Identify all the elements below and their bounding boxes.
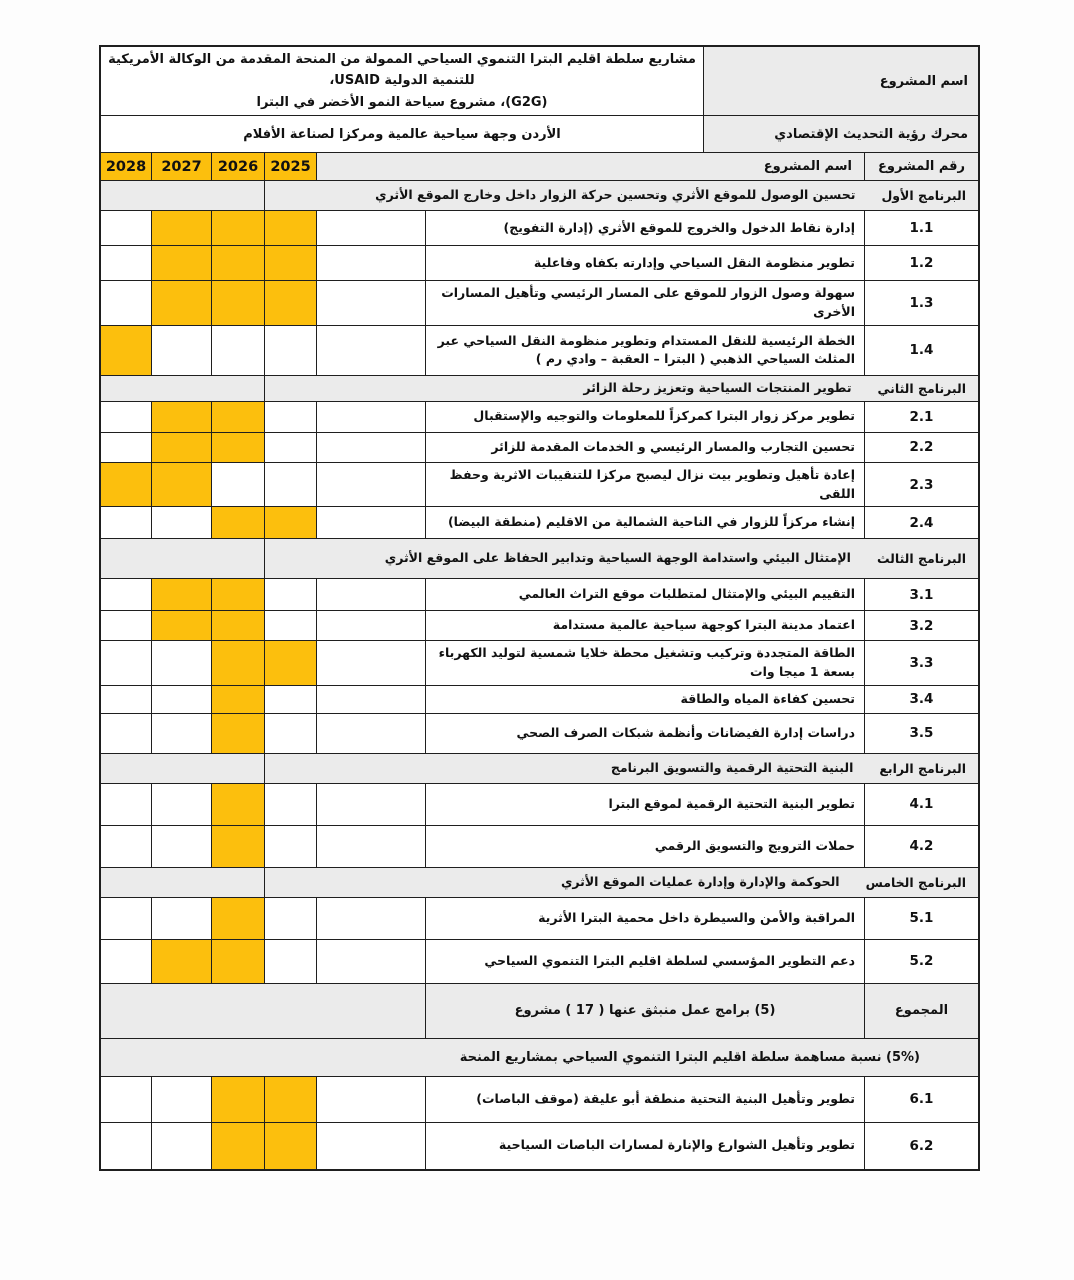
year-cell-2025-active (265, 211, 317, 245)
project-name: الطاقة المتجددة وتركيب وتشغيل محطة خلايا شمسية لتوليد الكهرباء بسعة 1 ميجا وات (426, 641, 865, 685)
year-cell-2025 (265, 940, 317, 983)
year-cell-2027 (152, 1077, 212, 1122)
project-name-row (101, 47, 978, 116)
year-cell-2028 (101, 826, 152, 867)
project-row-3.2 (101, 611, 978, 641)
program-label: البرنامج الأول (881, 188, 966, 204)
spacer-cell (317, 579, 426, 610)
program-label: البرنامج الثالث (876, 551, 966, 567)
spacer-cell (317, 402, 426, 432)
project-number: 6.2 (909, 1137, 934, 1154)
year-cell-2027 (152, 714, 212, 753)
program-label: البرنامج الثاني (877, 380, 966, 396)
project-number: 6.1 (909, 1091, 934, 1108)
project-number: 4.1 (909, 796, 934, 813)
project-number: 2.4 (909, 514, 934, 531)
program-label: البرنامج الخامس (865, 874, 966, 890)
year-cell-2028 (101, 507, 152, 538)
program-row (101, 754, 978, 784)
year-cell-2027-active (152, 402, 212, 432)
year-cell-2028 (101, 1123, 152, 1169)
spacer-cell (317, 784, 426, 825)
project-number: 5.1 (909, 910, 934, 927)
project-name: تطوير منظومة النقل السياحي وإدارته بكفاه وفاعلية (426, 246, 865, 280)
program-description: الإمتثال البيئي واستدامة الوجهة السياحية وتدابير الحفاظ على الموقع الأثري (384, 550, 851, 566)
program-years-area (101, 539, 265, 578)
project-name: التقييم البيئي والإمتثال لمتطلبات موقع التراث العالمي (426, 579, 865, 610)
year-cell-2026-active (212, 507, 265, 538)
year-cell-2027-active (152, 611, 212, 640)
year-cell-2025 (265, 433, 317, 462)
year-cell-2026 (212, 326, 265, 375)
year-cell-2026-active (212, 281, 265, 325)
project-title-line2: (G2G)، مشروع سياحة النمو الأخضر في البترا (256, 94, 548, 110)
year-cell-2027-active (152, 940, 212, 983)
year-cell-2028 (101, 281, 152, 325)
project-row-1.3 (101, 281, 978, 326)
spacer-cell (317, 507, 426, 538)
contribution-note: (5%) نسبة مساهمة سلطة اقليم البترا التنموي السياحي بمشاريع المنحة (101, 1039, 978, 1076)
total-value: (5) برامج عمل منبثق عنها ( 17 ) مشروع (426, 984, 865, 1038)
year-cell-2026-active (212, 611, 265, 640)
project-name: تطوير مركز زوار البترا كمركزاً للمعلومات والتوجيه والإستقبال (426, 402, 865, 432)
spacer-cell (317, 211, 426, 245)
project-name: تحسين التجارب والمسار الرئيسي و الخدمات المقدمة للزائر (426, 433, 865, 462)
year-cell-2028 (101, 898, 152, 939)
year-cell-2026-active (212, 641, 265, 685)
project-number-column-header: رقم المشروع (865, 153, 978, 180)
project-name: إدارة نقاط الدخول والخروج للموقع الأثري (إدارة التفويج) (426, 211, 865, 245)
year-cell-2027-active (152, 211, 212, 245)
table-header-row (101, 153, 978, 181)
year-cell-2027-active (152, 463, 212, 507)
year-cell-2028 (101, 1077, 152, 1122)
year-cell-2025-active (265, 507, 317, 538)
program-years-area (101, 754, 265, 783)
spacer-cell (317, 641, 426, 685)
program-row (101, 181, 978, 211)
year-cell-2028 (101, 402, 152, 432)
project-name: دراسات إدارة الفيضانات وأنظمة شبكات الصرف الصحي (426, 714, 865, 753)
project-number: 2.3 (909, 476, 934, 493)
year-cell-2025-active (265, 246, 317, 280)
year-cell-2025-active (265, 281, 317, 325)
year-cell-2027 (152, 326, 212, 375)
year-header-2028: 2028 (101, 153, 152, 180)
table-body (101, 181, 978, 1169)
project-name: اعتماد مدينة البترا كوجهة سياحية عالمية مستدامة (426, 611, 865, 640)
program-years-area (101, 181, 265, 210)
program-label: البرنامج الرابع (879, 760, 966, 776)
program-description: تحسين الوصول للموقع الأثري وتحسين حركة الزوار داخل وخارج الموقع الأثري (375, 187, 856, 203)
year-cell-2028 (101, 714, 152, 753)
year-cell-2028-active (101, 463, 152, 507)
project-row-3.3 (101, 641, 978, 686)
year-cell-2026-active (212, 211, 265, 245)
vision-row (101, 116, 978, 153)
year-cell-2025 (265, 463, 317, 507)
spacer-cell (317, 326, 426, 375)
project-row-2.4 (101, 507, 978, 539)
project-name: تطوير وتأهيل الشوارع والإنارة لمسارات الباصات السياحية (426, 1123, 865, 1169)
project-row-6.1 (101, 1077, 978, 1123)
year-cell-2025 (265, 326, 317, 375)
project-title-line1: مشاريع سلطة اقليم البترا التنموي السياحي الممولة من المنحة المقدمة من الوكالة الأمريكية للتنمية الدولية USAID، (108, 52, 696, 89)
spacer-cell (317, 1077, 426, 1122)
project-number: 1.1 (909, 220, 934, 237)
project-row-1.2 (101, 246, 978, 281)
program-description: الحوكمة والإدارة وإدارة عمليات الموقع الأثري (560, 873, 840, 889)
program-title-cell (265, 868, 978, 897)
year-cell-2028 (101, 940, 152, 983)
spacer-cell (317, 940, 426, 983)
spacer-cell (317, 898, 426, 939)
year-header-2025: 2025 (265, 153, 317, 180)
project-number: 1.4 (909, 342, 934, 359)
year-cell-2027 (152, 686, 212, 713)
program-row (101, 376, 978, 402)
project-row-3.5 (101, 714, 978, 754)
year-header-2026: 2026 (212, 153, 265, 180)
spacer-cell (317, 611, 426, 640)
project-name: سهولة وصول الزوار للموقع على المسار الرئيسي وتأهيل المسارات الأخرى (426, 281, 865, 325)
project-name: تحسين كفاءة المياه والطاقة (426, 686, 865, 713)
year-cell-2026 (212, 463, 265, 507)
project-number: 4.2 (909, 838, 934, 855)
project-row-2.3 (101, 463, 978, 508)
contribution-row (101, 1039, 978, 1077)
project-row-1.4 (101, 326, 978, 376)
program-title-cell (265, 181, 978, 210)
project-name: المراقبة والأمن والسيطرة داخل محمية البترا الأثرية (426, 898, 865, 939)
project-row-1.1 (101, 211, 978, 246)
total-years-area (101, 984, 426, 1038)
year-cell-2025-active (265, 1123, 317, 1169)
spacer-cell (317, 463, 426, 507)
year-header-2027: 2027 (152, 153, 212, 180)
project-row-5.2 (101, 940, 978, 984)
project-number: 5.2 (909, 953, 934, 970)
project-number: 2.1 (909, 408, 934, 425)
year-cell-2028 (101, 579, 152, 610)
program-title-cell (265, 754, 978, 783)
project-name: الخطة الرئيسية للنقل المستدام وتطوير منظومة النقل السياحي عبر المثلث السياحي الذهبي ( البترا – العقبة – وادي رم ) (426, 326, 865, 375)
project-number: 3.3 (909, 655, 934, 672)
year-cell-2026-active (212, 714, 265, 753)
project-number: 3.2 (909, 617, 934, 634)
year-cell-2025-active (265, 641, 317, 685)
projects-schedule-table (99, 45, 980, 1171)
vision-label: محرك رؤية التحديث الإقتصادي (704, 116, 978, 152)
year-cell-2027 (152, 898, 212, 939)
year-cell-2026-active (212, 402, 265, 432)
year-cell-2026-active (212, 433, 265, 462)
year-cell-2027-active (152, 433, 212, 462)
year-cell-2026-active (212, 579, 265, 610)
year-cell-2027 (152, 507, 212, 538)
project-name: إنشاء مركزاً للزوار في الناحية الشمالية من الاقليم (منطقة البيضا) (426, 507, 865, 538)
spacer-cell (317, 826, 426, 867)
program-years-area (101, 868, 265, 897)
spacer-cell (317, 433, 426, 462)
project-number: 2.2 (909, 439, 934, 456)
program-row (101, 539, 978, 579)
year-cell-2025 (265, 402, 317, 432)
year-cell-2028-active (101, 326, 152, 375)
spacer-cell (317, 246, 426, 280)
project-row-3.4 (101, 686, 978, 714)
spacer-cell (317, 714, 426, 753)
year-cell-2028 (101, 611, 152, 640)
project-name: حملات الترويج والتسويق الرقمي (426, 826, 865, 867)
year-cell-2026-active (212, 826, 265, 867)
project-row-5.1 (101, 898, 978, 940)
project-number: 3.1 (909, 586, 934, 603)
year-cell-2027-active (152, 246, 212, 280)
year-cell-2025 (265, 714, 317, 753)
year-cell-2028 (101, 246, 152, 280)
total-row (101, 984, 978, 1039)
project-row-3.1 (101, 579, 978, 611)
project-row-2.2 (101, 433, 978, 463)
year-cell-2026-active (212, 940, 265, 983)
year-cell-2028 (101, 784, 152, 825)
year-cell-2025 (265, 611, 317, 640)
year-cell-2028 (101, 641, 152, 685)
project-row-2.1 (101, 402, 978, 433)
total-label: المجموع (865, 984, 978, 1038)
project-number: 1.2 (909, 255, 934, 272)
year-cell-2025 (265, 898, 317, 939)
year-cell-2025 (265, 686, 317, 713)
year-cell-2026-active (212, 1123, 265, 1169)
project-row-4.1 (101, 784, 978, 826)
project-name: إعادة تأهيل وتطوير بيت نزال ليصبح مركزا للتنقيبات الاثرية وحفظ اللقى (426, 463, 865, 507)
program-title-cell (265, 539, 978, 578)
program-description: البنية التحتية الرقمية والتسويق البرنامج (610, 759, 854, 775)
year-cell-2025 (265, 579, 317, 610)
project-title-value (101, 47, 704, 115)
year-cell-2025-active (265, 1077, 317, 1122)
year-cell-2027-active (152, 579, 212, 610)
program-title-cell (265, 376, 978, 401)
project-number: 3.5 (909, 725, 934, 742)
year-cell-2025 (265, 784, 317, 825)
vision-value: الأردن وجهة سياحية عالمية ومركزا لصناعة الأفلام (101, 116, 704, 152)
year-cell-2028 (101, 211, 152, 245)
year-cell-2027 (152, 784, 212, 825)
year-cell-2026-active (212, 1077, 265, 1122)
program-years-area (101, 376, 265, 401)
project-name: تطوير وتأهيل البنية التحتية منطقة أبو عليقة (موقف الباصات) (426, 1077, 865, 1122)
project-row-4.2 (101, 826, 978, 868)
year-cell-2027 (152, 641, 212, 685)
project-name: دعم التطوير المؤسسي لسلطة اقليم البترا التنموي السياحي (426, 940, 865, 983)
project-name-label: اسم المشروع (704, 47, 978, 115)
year-cell-2025 (265, 826, 317, 867)
year-cell-2026-active (212, 246, 265, 280)
spacer-cell (317, 686, 426, 713)
year-cell-2028 (101, 686, 152, 713)
year-cell-2027 (152, 1123, 212, 1169)
spacer-cell (317, 1123, 426, 1169)
project-number: 1.3 (909, 295, 934, 312)
year-cell-2028 (101, 433, 152, 462)
year-cell-2026-active (212, 784, 265, 825)
year-cell-2026-active (212, 686, 265, 713)
program-row (101, 868, 978, 898)
project-name-column-header: اسم المشروع (317, 153, 865, 180)
project-number: 3.4 (909, 691, 934, 708)
year-cell-2027 (152, 826, 212, 867)
project-name: تطوير البنية التحتية الرقمية لموقع البترا (426, 784, 865, 825)
program-description: تطوير المنتجات السياحية وتعزيز رحلة الزائر (583, 379, 852, 395)
spacer-cell (317, 281, 426, 325)
project-row-6.2 (101, 1123, 978, 1169)
year-cell-2027-active (152, 281, 212, 325)
year-cell-2026-active (212, 898, 265, 939)
